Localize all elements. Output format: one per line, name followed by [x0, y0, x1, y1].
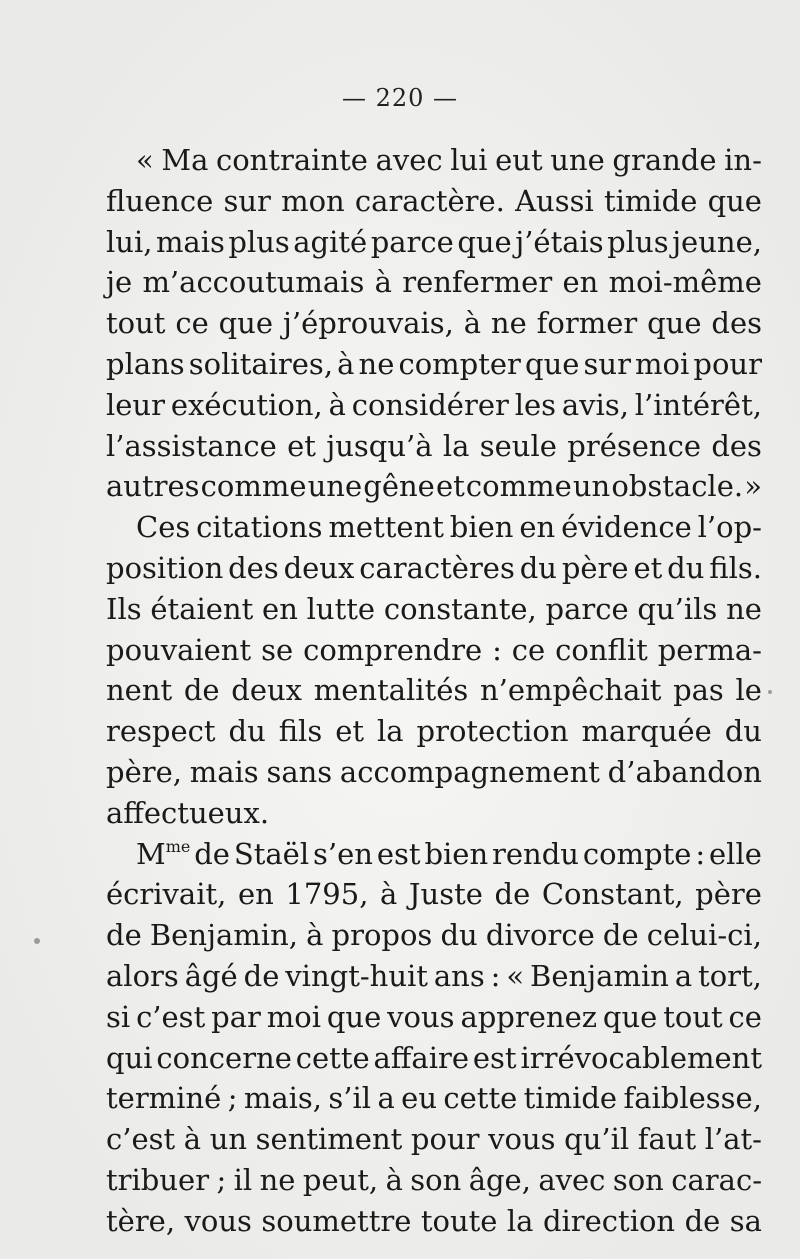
word: que — [218, 306, 274, 341]
word: de — [243, 958, 280, 993]
word: fils — [278, 714, 323, 749]
word: l’at- — [704, 1122, 762, 1157]
word: de — [684, 1203, 721, 1238]
word: sans — [266, 754, 333, 789]
word: considérer — [351, 387, 509, 422]
word: à — [380, 877, 398, 912]
word: eut — [495, 143, 543, 177]
word: âgé — [184, 958, 238, 993]
word: il — [233, 1162, 253, 1197]
word: marquée — [581, 714, 712, 749]
word: la — [506, 1203, 534, 1238]
word: deux — [231, 673, 303, 708]
text-line — [106, 1119, 762, 1160]
word: d’abandon — [607, 754, 762, 789]
text-line — [106, 1078, 762, 1119]
word: père, — [106, 754, 182, 789]
word: écrivait, — [106, 877, 227, 912]
text-line — [106, 630, 762, 671]
text-line — [106, 670, 762, 711]
word: l’op- — [697, 510, 762, 545]
word: et — [335, 714, 365, 749]
word: c’est — [106, 1122, 176, 1157]
word: pour — [693, 346, 762, 381]
word: à — [385, 1162, 403, 1197]
word: pas — [673, 673, 724, 708]
word: citations — [196, 510, 323, 545]
word: tribuer — [106, 1162, 210, 1197]
word: du — [440, 918, 478, 953]
text-line — [106, 1038, 762, 1079]
word: gêne — [363, 469, 435, 504]
word: à — [374, 265, 392, 300]
word: » — [744, 469, 762, 504]
word: faiblesse, — [623, 1081, 762, 1116]
word: propos — [331, 918, 433, 953]
word: grande — [612, 143, 717, 177]
text-line — [106, 711, 762, 752]
word: vous — [488, 1122, 556, 1157]
word: concerne — [156, 1040, 292, 1075]
word: plans — [106, 346, 185, 381]
word: Benjamin — [530, 958, 669, 993]
text-line — [106, 997, 762, 1038]
word: mon — [281, 183, 345, 218]
word: position — [106, 550, 224, 585]
word: ne — [358, 346, 395, 381]
word: peut, — [302, 1162, 379, 1197]
word: que — [647, 306, 702, 341]
word: qui — [106, 1040, 153, 1075]
word: seule — [479, 428, 557, 463]
word: sur — [583, 346, 631, 381]
word: père — [695, 877, 762, 912]
word: et — [287, 428, 316, 463]
word: solitaires, — [188, 346, 334, 381]
word: en — [562, 265, 599, 300]
text-line — [106, 548, 762, 589]
word: tout — [663, 999, 723, 1034]
word: deux — [283, 550, 355, 585]
word: autres — [106, 469, 200, 504]
text-line — [106, 466, 762, 507]
word: à — [463, 306, 482, 341]
word: du — [724, 714, 762, 749]
word: affaire — [373, 1040, 469, 1075]
word: Benjamin, — [149, 918, 298, 953]
word: n’empêchait — [479, 673, 662, 708]
text-line — [106, 1160, 762, 1201]
word: des — [228, 550, 279, 585]
word: comme — [200, 469, 307, 504]
word: du — [519, 550, 557, 585]
word: carac- — [671, 1162, 762, 1197]
word: protection — [416, 714, 569, 749]
word: tère, — [106, 1203, 176, 1238]
word: exécution, — [170, 387, 323, 422]
word: timide — [523, 1081, 618, 1116]
word: des — [711, 428, 762, 463]
word: mais, — [243, 1081, 323, 1116]
word: de — [106, 918, 142, 953]
text-line — [106, 303, 762, 344]
word: que — [326, 999, 382, 1034]
word: les — [514, 387, 557, 422]
word: rendu — [492, 836, 579, 871]
word: qu’il — [564, 1122, 630, 1157]
word: présence — [567, 428, 701, 463]
word: ce — [728, 999, 762, 1034]
word: bien — [424, 836, 489, 871]
word: est — [376, 836, 421, 871]
word: tout — [106, 306, 166, 341]
word: alors — [106, 958, 179, 993]
word: $M^{me}$ — [136, 836, 191, 871]
text-line — [106, 507, 762, 548]
text-line — [106, 1201, 762, 1242]
word: Juste — [408, 877, 483, 912]
body-text — [106, 140, 762, 1242]
word: accompagnement — [339, 754, 600, 789]
text-line — [106, 181, 762, 222]
word: jeune, — [672, 224, 762, 259]
word: jusqu’à — [326, 428, 433, 463]
word: Aussi — [515, 183, 594, 218]
word: si — [106, 999, 131, 1034]
word: moi — [635, 346, 690, 381]
text-line — [106, 793, 762, 834]
word: que — [707, 183, 762, 218]
word: de — [602, 918, 639, 953]
word: affectueux. — [106, 795, 270, 830]
word: lui, — [106, 224, 153, 259]
word: et — [435, 469, 465, 504]
superscript: me — [165, 836, 191, 856]
word: cette — [443, 1081, 518, 1116]
word: se — [261, 632, 294, 667]
word: sur — [223, 183, 271, 218]
word: vous — [387, 999, 455, 1034]
word: m’accoutumais — [142, 265, 365, 300]
word: eu — [401, 1081, 437, 1116]
text-line — [106, 589, 762, 630]
word: son — [612, 1162, 664, 1197]
word: est — [472, 1040, 517, 1075]
word: terminé — [106, 1081, 222, 1116]
word: caractères — [359, 550, 515, 585]
word: constante, — [383, 591, 537, 626]
word: apprenez — [460, 999, 598, 1034]
word: bien — [449, 510, 514, 545]
word: comme — [465, 469, 572, 504]
word: qu’ils — [637, 591, 718, 626]
text-line — [106, 834, 762, 875]
word: le — [735, 673, 762, 708]
word: en — [262, 591, 298, 626]
word: j’éprouvais, — [282, 306, 454, 341]
word: vingt-huit — [285, 958, 428, 993]
word: plus — [607, 224, 669, 259]
word: parce — [545, 591, 629, 626]
word: c’est — [136, 999, 206, 1034]
word: en — [237, 877, 274, 912]
word: obstacle. — [611, 469, 744, 504]
word: je — [106, 265, 133, 300]
word: in- — [724, 143, 762, 177]
word: du — [228, 714, 266, 749]
word: former — [536, 306, 638, 341]
word: par — [211, 999, 261, 1034]
word: : — [492, 632, 502, 667]
word: mentalités — [313, 673, 469, 708]
word: a — [377, 1081, 395, 1116]
word: de — [183, 673, 220, 708]
word: avis, — [561, 387, 629, 422]
word: une — [307, 469, 363, 504]
ink-speck — [768, 690, 772, 694]
word: Staël — [233, 836, 310, 871]
word: ne — [490, 306, 527, 341]
word: à — [328, 387, 346, 422]
word: irrévocablement — [520, 1040, 762, 1075]
word: lui — [450, 143, 488, 177]
word: mais — [189, 754, 259, 789]
word: ne — [259, 1162, 296, 1197]
word: un — [209, 1122, 248, 1157]
word: âge, — [468, 1162, 531, 1197]
word: s’en — [313, 836, 373, 871]
word: ans — [433, 958, 485, 993]
word: fluence — [106, 183, 214, 218]
word: faut — [637, 1122, 697, 1157]
word: vous — [184, 1203, 252, 1238]
word: l’intérêt, — [634, 387, 762, 422]
text-line — [106, 874, 762, 915]
word: timide — [603, 183, 698, 218]
word: la — [376, 714, 404, 749]
word: compter — [398, 346, 521, 381]
word: elle — [709, 836, 762, 871]
word: direction — [542, 1203, 676, 1238]
word: ne — [726, 591, 762, 626]
word: à — [183, 1122, 202, 1157]
word: : — [490, 958, 501, 993]
text-line — [106, 385, 762, 426]
word: père — [561, 550, 629, 585]
word: perma- — [657, 632, 762, 667]
word: « — [136, 143, 154, 177]
word: Ma — [161, 143, 209, 177]
word: j’étais — [515, 224, 604, 259]
word: plus — [228, 224, 290, 259]
word: comprendre — [303, 632, 483, 667]
word: Constant, — [541, 877, 684, 912]
word: que — [525, 346, 580, 381]
word: ; — [227, 1081, 238, 1116]
word: soumettre — [261, 1203, 412, 1238]
word: à — [306, 918, 324, 953]
word: fils. — [709, 550, 762, 585]
word: nent — [106, 673, 173, 708]
word: sentiment — [255, 1122, 403, 1157]
text-line — [106, 915, 762, 956]
word: a — [674, 958, 693, 993]
word: mais — [155, 224, 225, 259]
word: compte — [582, 836, 692, 871]
word: caractère. — [354, 183, 505, 218]
word: Ils — [106, 591, 142, 626]
text-line — [106, 222, 762, 263]
word: tort, — [698, 958, 762, 993]
word: agité — [293, 224, 368, 259]
word: celui-ci, — [646, 918, 762, 953]
word: des — [711, 306, 762, 341]
word: ce — [511, 632, 546, 667]
word: « — [506, 958, 525, 993]
word: ; — [216, 1162, 227, 1197]
page-number-header: — 220 — — [341, 84, 459, 112]
word: moi-même — [608, 265, 762, 300]
word: conflit — [555, 632, 648, 667]
word: lutte — [306, 591, 376, 626]
word: en — [519, 510, 556, 545]
word: renfermer — [402, 265, 553, 300]
text-line — [106, 140, 762, 181]
word: leur — [106, 387, 165, 422]
word: du — [667, 550, 705, 585]
text-line — [106, 426, 762, 467]
word: s’il — [328, 1081, 372, 1116]
word: pour — [410, 1122, 480, 1157]
word: son — [410, 1162, 462, 1197]
text-line — [106, 956, 762, 997]
word: cette — [295, 1040, 370, 1075]
word: toute — [420, 1203, 498, 1238]
word: : — [695, 836, 706, 871]
word: la — [442, 428, 470, 463]
word: respect — [106, 714, 216, 749]
word: que — [602, 999, 658, 1034]
word: et — [633, 550, 663, 585]
word: divorce — [485, 918, 595, 953]
word: de — [494, 877, 531, 912]
word: contrainte — [215, 143, 368, 177]
word: parce — [370, 224, 454, 259]
word: Ces — [136, 510, 191, 545]
word: une — [550, 143, 605, 177]
word: avec — [538, 1162, 606, 1197]
word: évidence — [561, 510, 692, 545]
text-line — [106, 262, 762, 303]
word: avec — [375, 143, 443, 177]
word: sa — [729, 1203, 762, 1238]
ink-speck — [34, 938, 40, 944]
text-line — [106, 344, 762, 385]
word: ce — [175, 306, 209, 341]
word: à — [337, 346, 355, 381]
word: étaient — [150, 591, 254, 626]
text-line — [106, 752, 762, 793]
word: l’assistance — [106, 428, 277, 463]
word: un — [572, 469, 611, 504]
word: 1795, — [285, 877, 369, 912]
word: mettent — [328, 510, 444, 545]
word: moi — [266, 999, 321, 1034]
word: pouvaient — [106, 632, 252, 667]
word: de — [194, 836, 230, 871]
word: que — [457, 224, 512, 259]
